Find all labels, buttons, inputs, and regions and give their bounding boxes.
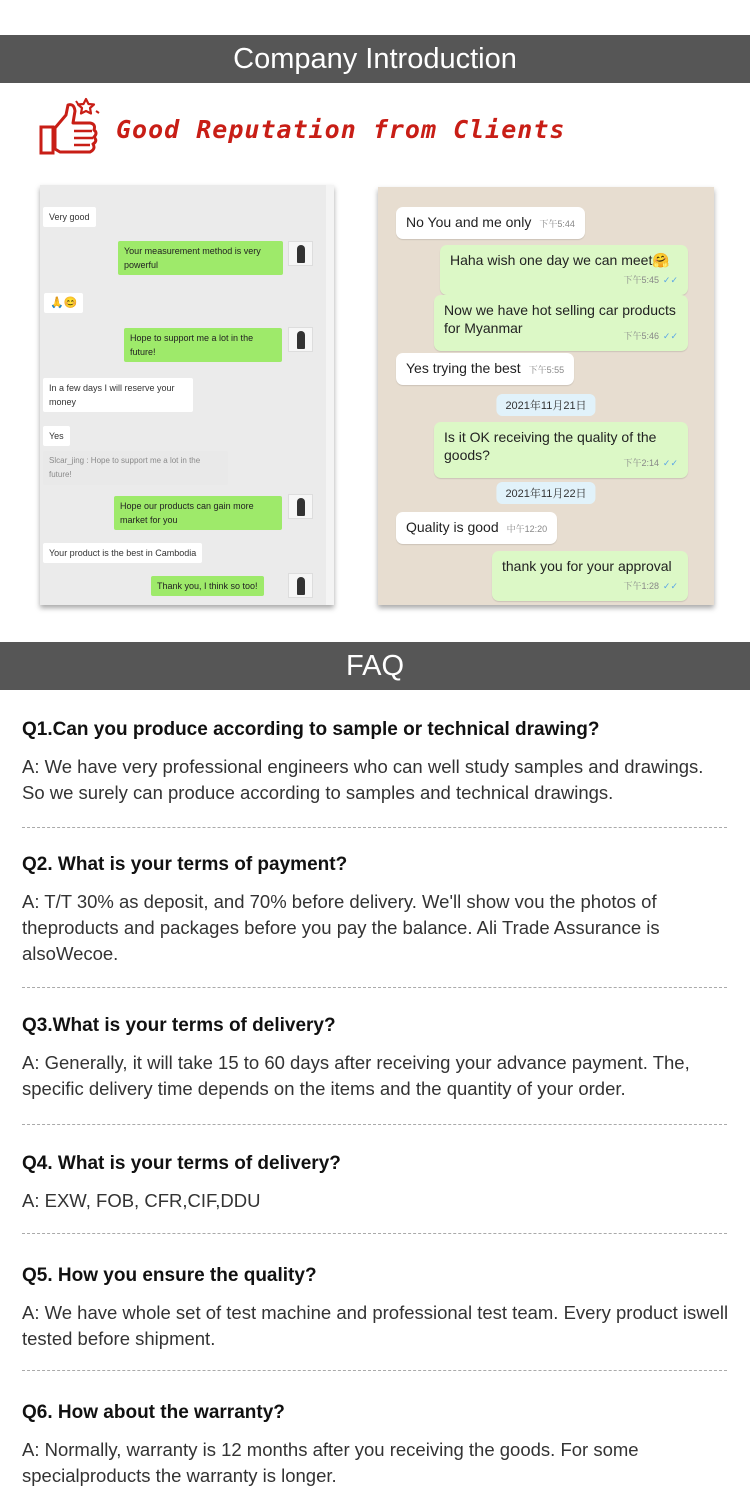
chat-message	[434, 295, 688, 351]
faq-question: Q1.Can you produce according to sample or technical drawing?	[22, 719, 600, 740]
chat-message: Thank you, I think so too!	[151, 576, 264, 596]
message-time: 下午5:46	[623, 331, 660, 341]
section-title: Company Introduction	[233, 42, 517, 75]
faq-answer: A: Normally, warranty is 12 months after you receiving the goods. For some specialproducts the warranty is longer.	[22, 1439, 639, 1486]
chat-message: Very good	[43, 207, 96, 227]
faq-answer: A: We have whole set of test machine and professional test team. Every product iswell tested before shipment.	[22, 1302, 729, 1349]
divider	[22, 1370, 727, 1371]
faq-banner	[0, 642, 750, 690]
chat-message: Yes	[43, 426, 70, 446]
faq-question: Q2. What is your terms of payment?	[22, 854, 348, 875]
divider	[22, 827, 727, 828]
chat-message: Hope to support me a lot in the future!	[124, 328, 282, 362]
message-time: 下午1:28	[623, 581, 660, 591]
date-separator: 2021年11月21日	[496, 394, 595, 416]
chat-message: Your measurement method is very powerful	[118, 241, 283, 275]
divider	[22, 987, 727, 988]
message-text: Yes trying the best	[406, 360, 521, 376]
chat-message	[396, 512, 557, 544]
read-ticks-icon: ✓✓	[662, 458, 678, 468]
faq-answer: A: We have very professional engineers who can well study samples and drawings. So we surely can produce according to samples and technical drawings.	[22, 756, 704, 803]
message-text: Now we have hot selling car products for Myanmar	[444, 302, 676, 336]
read-ticks-icon: ✓✓	[662, 581, 678, 591]
chat-scrollbar	[326, 185, 334, 605]
avatar	[288, 494, 313, 519]
avatar	[288, 327, 313, 352]
chat-screenshot-whatsapp	[378, 187, 714, 605]
reputation-heading	[38, 96, 565, 162]
faq-question: Q4. What is your terms of delivery?	[22, 1153, 341, 1174]
faq-item	[22, 1265, 730, 1352]
thumbs-up-icon	[38, 97, 102, 161]
message-time: 下午2:14	[623, 458, 660, 468]
chat-message	[434, 422, 688, 478]
message-text: Is it OK receiving the quality of the goods?	[444, 429, 657, 463]
chat-message	[440, 245, 688, 295]
faq-item	[22, 854, 730, 967]
avatar	[288, 573, 313, 598]
message-time: 下午5:44	[539, 219, 575, 229]
date-separator: 2021年11月22日	[496, 482, 595, 504]
chat-message	[396, 207, 585, 239]
message-time: 中午12:20	[506, 524, 548, 534]
chat-message: In a few days I will reserve your money	[43, 378, 193, 412]
message-time: 下午5:55	[528, 365, 565, 375]
message-text: No You and me only	[406, 214, 532, 230]
chat-message	[396, 353, 574, 385]
avatar	[288, 241, 313, 266]
chat-message: 🙏😊	[44, 293, 83, 313]
message-text: Haha wish one day we can meet🤗	[450, 252, 670, 268]
faq-answer: A: T/T 30% as deposit, and 70% before delivery. We'll show vou the photos of theproducts and packages before you pay the balance. Ali Trade Assurance is alsoWecoe.	[22, 891, 660, 964]
faq-item	[22, 1015, 730, 1102]
message-time: 下午5:45	[623, 275, 660, 285]
faq-item	[22, 1153, 730, 1214]
faq-item	[22, 719, 730, 806]
section-title: FAQ	[345, 649, 404, 682]
message-text: Quality is good	[406, 519, 499, 535]
chat-message	[492, 551, 688, 601]
faq-answer: A: EXW, FOB, CFR,CIF,DDU	[22, 1190, 261, 1211]
chat-screenshot-wechat	[40, 185, 334, 605]
faq-question: Q3.What is your terms of delivery?	[22, 1015, 336, 1036]
faq-item	[22, 1402, 730, 1489]
faq-question: Q5. How you ensure the quality?	[22, 1265, 317, 1286]
reputation-title: Good Reputation from Clients	[116, 114, 566, 144]
chat-message: Hope our products can gain more market for you	[114, 496, 282, 530]
message-text: thank you for your approval	[502, 558, 672, 574]
faq-question: Q6. How about the warranty?	[22, 1402, 285, 1423]
divider	[22, 1124, 727, 1125]
company-introduction-banner	[0, 35, 750, 83]
faq-answer: A: Generally, it will take 15 to 60 days after receiving your advance payment. The, specific delivery time depends on the items and the quantity of your order.	[22, 1052, 690, 1099]
chat-message: Your product is the best in Cambodia	[43, 543, 202, 563]
chat-quote-message: Slcar_jing : Hope to support me a lot in the future!	[43, 451, 228, 485]
divider	[22, 1233, 727, 1234]
read-ticks-icon: ✓✓	[662, 275, 678, 285]
read-ticks-icon: ✓✓	[662, 331, 678, 341]
